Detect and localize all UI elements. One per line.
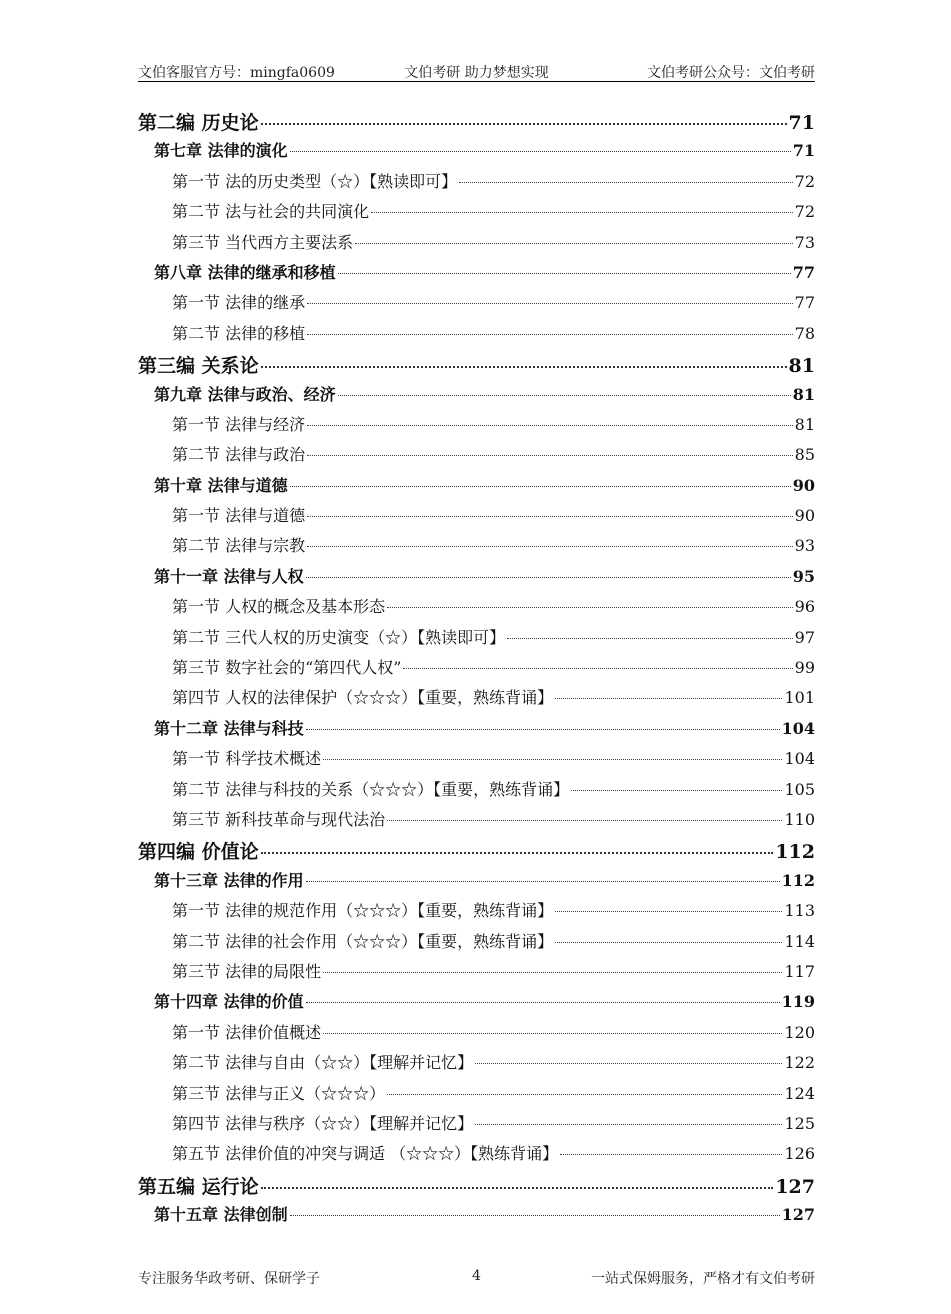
toc-section-entry[interactable]: [138, 442, 815, 472]
toc-section-entry[interactable]: [138, 746, 815, 776]
dot-leader: [323, 759, 782, 760]
toc-section-entry[interactable]: [138, 655, 815, 685]
dot-leader: [475, 1124, 782, 1125]
toc-entry-page-number: 77: [794, 293, 815, 313]
dot-leader: [555, 911, 782, 912]
toc-section-entry[interactable]: [138, 898, 815, 928]
toc-section-entry[interactable]: [138, 685, 815, 715]
toc-entry-page-number: 110: [784, 809, 815, 829]
toc-chapter-entry[interactable]: [138, 138, 815, 168]
toc-section-entry[interactable]: [138, 777, 815, 807]
toc-entry-page-number: 113: [784, 901, 815, 921]
toc-section-entry[interactable]: [138, 594, 815, 624]
toc-entry-title: 第三节 法律与正义（☆☆☆）: [172, 1083, 386, 1103]
toc-entry-title: 第一节 法律与道德: [172, 506, 306, 526]
dot-leader: [261, 852, 774, 854]
toc-part-entry[interactable]: [138, 837, 815, 867]
toc-section-entry[interactable]: [138, 1111, 815, 1141]
toc-entry-page-number: 71: [792, 141, 815, 161]
toc-entry-title: 第一节 法律与经济: [172, 414, 306, 434]
toc-section-entry[interactable]: [138, 929, 815, 959]
dot-leader: [403, 668, 792, 669]
dot-leader: [261, 366, 787, 368]
toc-section-entry[interactable]: [138, 807, 815, 837]
toc-entry-title: 第五编 运行论: [138, 1175, 259, 1198]
toc-entry-page-number: 99: [794, 658, 815, 678]
toc-part-entry[interactable]: [138, 108, 815, 138]
dot-leader: [290, 151, 791, 152]
dot-leader: [307, 425, 793, 426]
dot-leader: [387, 820, 782, 821]
toc-section-entry[interactable]: [138, 230, 815, 260]
footer-right-text: 一站式保姆服务，严格才有文伯考研: [591, 1271, 815, 1287]
toc-entry-page-number: 127: [775, 1175, 815, 1198]
toc-entry-title: 第一节 法律的规范作用（☆☆☆）【重要，熟练背诵】: [172, 901, 554, 921]
toc-entry-page-number: 112: [781, 870, 815, 890]
toc-part-entry[interactable]: [138, 351, 815, 381]
page-number: 4: [472, 1268, 481, 1284]
dot-leader: [459, 182, 793, 183]
toc-entry-page-number: 73: [794, 232, 815, 252]
toc-section-entry[interactable]: [138, 959, 815, 989]
dot-leader: [261, 1187, 774, 1189]
toc-entry-page-number: 77: [792, 262, 815, 282]
toc-entry-title: 第一节 法律的继承: [172, 293, 306, 313]
toc-entry-title: 第二节 法律与宗教: [172, 536, 306, 556]
toc-entry-page-number: 95: [792, 566, 815, 586]
dot-leader: [571, 790, 782, 791]
dot-leader: [387, 607, 793, 608]
dot-leader: [323, 972, 782, 973]
toc-entry-page-number: 90: [792, 475, 815, 495]
toc-entry-title: 第四节 法律与秩序（☆☆）【理解并记忆】: [172, 1113, 474, 1133]
toc-entry-title: 第一节 人权的概念及基本形态: [172, 597, 386, 617]
table-of-contents: [138, 108, 815, 1232]
dot-leader: [307, 546, 793, 547]
toc-section-entry[interactable]: [138, 290, 815, 320]
toc-entry-page-number: 72: [794, 171, 815, 191]
toc-entry-page-number: 112: [775, 841, 815, 864]
toc-entry-page-number: 81: [792, 384, 815, 404]
toc-entry-page-number: 71: [788, 112, 815, 134]
toc-entry-page-number: 97: [794, 627, 815, 647]
toc-entry-title: 第三节 数字社会的“第四代人权”: [172, 658, 402, 678]
toc-entry-page-number: 101: [784, 688, 815, 708]
toc-entry-title: 第五节 法律价值的冲突与调适 （☆☆☆）【熟练背诵】: [172, 1144, 559, 1164]
dot-leader: [555, 942, 782, 943]
toc-entry-page-number: 122: [784, 1053, 815, 1073]
toc-entry-page-number: 93: [794, 536, 815, 556]
toc-entry-title: 第九章 法律与政治、经济: [154, 384, 336, 404]
header-center-text: 文伯考研 助力梦想实现: [404, 65, 549, 81]
toc-entry-title: 第十四章 法律的价值: [154, 992, 304, 1012]
dot-leader: [306, 729, 780, 730]
toc-entry-page-number: 117: [784, 961, 815, 981]
dot-leader: [306, 881, 780, 882]
toc-entry-title: 第四编 价值论: [138, 841, 259, 864]
toc-entry-title: 第二编 历史论: [138, 112, 259, 134]
dot-leader: [555, 698, 782, 699]
toc-section-entry[interactable]: [138, 1020, 815, 1050]
toc-entry-page-number: 72: [794, 202, 815, 222]
header-right-text: 文伯考研公众号：文伯考研: [647, 65, 815, 81]
dot-leader: [355, 243, 793, 244]
toc-entry-page-number: 127: [781, 1205, 815, 1225]
toc-section-entry[interactable]: [138, 1141, 815, 1171]
toc-chapter-entry[interactable]: [138, 989, 815, 1019]
toc-entry-title: 第三编 关系论: [138, 355, 259, 378]
toc-entry-page-number: 125: [784, 1113, 815, 1133]
toc-entry-title: 第十一章 法律与人权: [154, 566, 304, 586]
toc-entry-page-number: 119: [781, 992, 815, 1012]
toc-chapter-entry[interactable]: [138, 716, 815, 746]
toc-entry-page-number: 114: [784, 931, 815, 951]
toc-entry-page-number: 120: [784, 1022, 815, 1042]
toc-entry-title: 第十二章 法律与科技: [154, 718, 304, 738]
toc-entry-page-number: 90: [794, 506, 815, 526]
page-footer: [138, 1266, 815, 1290]
dot-leader: [290, 486, 791, 487]
toc-entry-title: 第一节 法的历史类型（☆）【熟读即可】: [172, 171, 458, 191]
toc-section-entry[interactable]: [138, 199, 815, 229]
toc-entry-page-number: 78: [794, 323, 815, 343]
toc-chapter-entry[interactable]: [138, 1202, 815, 1232]
toc-entry-title: 第二节 法律与科技的关系（☆☆☆）【重要，熟练背诵】: [172, 779, 570, 799]
toc-entry-page-number: 104: [781, 718, 815, 738]
toc-entry-title: 第二节 三代人权的历史演变（☆）【熟读即可】: [172, 627, 506, 647]
toc-section-entry[interactable]: [138, 625, 815, 655]
dot-leader: [560, 1154, 782, 1155]
toc-entry-page-number: 124: [784, 1083, 815, 1103]
page-header: [138, 58, 815, 82]
dot-leader: [338, 273, 791, 274]
toc-entry-page-number: 104: [784, 749, 815, 769]
toc-entry-page-number: 96: [794, 597, 815, 617]
toc-chapter-entry[interactable]: [138, 382, 815, 412]
footer-left-text: 专注服务华政考研、保研学子: [138, 1271, 320, 1287]
dot-leader: [323, 1033, 782, 1034]
toc-entry-title: 第二节 法律与自由（☆☆）【理解并记忆】: [172, 1053, 474, 1073]
header-divider: [138, 81, 815, 82]
toc-entry-title: 第二节 法与社会的共同演化: [172, 202, 370, 222]
dot-leader: [306, 1002, 780, 1003]
dot-leader: [307, 303, 793, 304]
dot-leader: [507, 638, 793, 639]
toc-entry-page-number: 81: [788, 355, 815, 378]
toc-section-entry[interactable]: [138, 1081, 815, 1111]
header-left-text: 文伯客服官方号：mingfa0609: [138, 65, 335, 81]
dot-leader: [338, 395, 791, 396]
dot-leader: [371, 212, 793, 213]
dot-leader: [475, 1063, 782, 1064]
toc-entry-title: 第一节 法律价值概述: [172, 1022, 322, 1042]
toc-chapter-entry[interactable]: [138, 868, 815, 898]
dot-leader: [290, 1215, 780, 1216]
toc-entry-title: 第三节 新科技革命与现代法治: [172, 809, 386, 829]
toc-entry-page-number: 105: [784, 779, 815, 799]
toc-chapter-entry[interactable]: [138, 260, 815, 290]
dot-leader: [307, 516, 793, 517]
toc-section-entry[interactable]: [138, 321, 815, 351]
toc-entry-title: 第十章 法律与道德: [154, 475, 288, 495]
toc-section-entry[interactable]: [138, 503, 815, 533]
toc-part-entry[interactable]: [138, 1172, 815, 1202]
toc-entry-title: 第三节 法律的局限性: [172, 961, 322, 981]
toc-entry-page-number: 81: [794, 414, 815, 434]
toc-section-entry[interactable]: [138, 533, 815, 563]
toc-entry-page-number: 126: [784, 1144, 815, 1164]
dot-leader: [307, 455, 793, 456]
toc-entry-title: 第三节 当代西方主要法系: [172, 232, 354, 252]
dot-leader: [387, 1094, 782, 1095]
toc-section-entry[interactable]: [138, 1050, 815, 1080]
toc-section-entry[interactable]: [138, 412, 815, 442]
toc-entry-title: 第七章 法律的演化: [154, 141, 288, 161]
toc-entry-title: 第二节 法律的社会作用（☆☆☆）【重要，熟练背诵】: [172, 931, 554, 951]
toc-entry-title: 第八章 法律的继承和移植: [154, 262, 336, 282]
toc-entry-title: 第十五章 法律创制: [154, 1205, 288, 1225]
toc-section-entry[interactable]: [138, 169, 815, 199]
dot-leader: [307, 334, 793, 335]
toc-entry-title: 第四节 人权的法律保护（☆☆☆）【重要，熟练背诵】: [172, 688, 554, 708]
toc-entry-title: 第十三章 法律的作用: [154, 870, 304, 890]
toc-chapter-entry[interactable]: [138, 564, 815, 594]
dot-leader: [261, 123, 787, 125]
dot-leader: [306, 577, 791, 578]
toc-entry-page-number: 85: [794, 445, 815, 465]
toc-entry-title: 第二节 法律的移植: [172, 323, 306, 343]
toc-entry-title: 第二节 法律与政治: [172, 445, 306, 465]
toc-chapter-entry[interactable]: [138, 473, 815, 503]
toc-entry-title: 第一节 科学技术概述: [172, 749, 322, 769]
